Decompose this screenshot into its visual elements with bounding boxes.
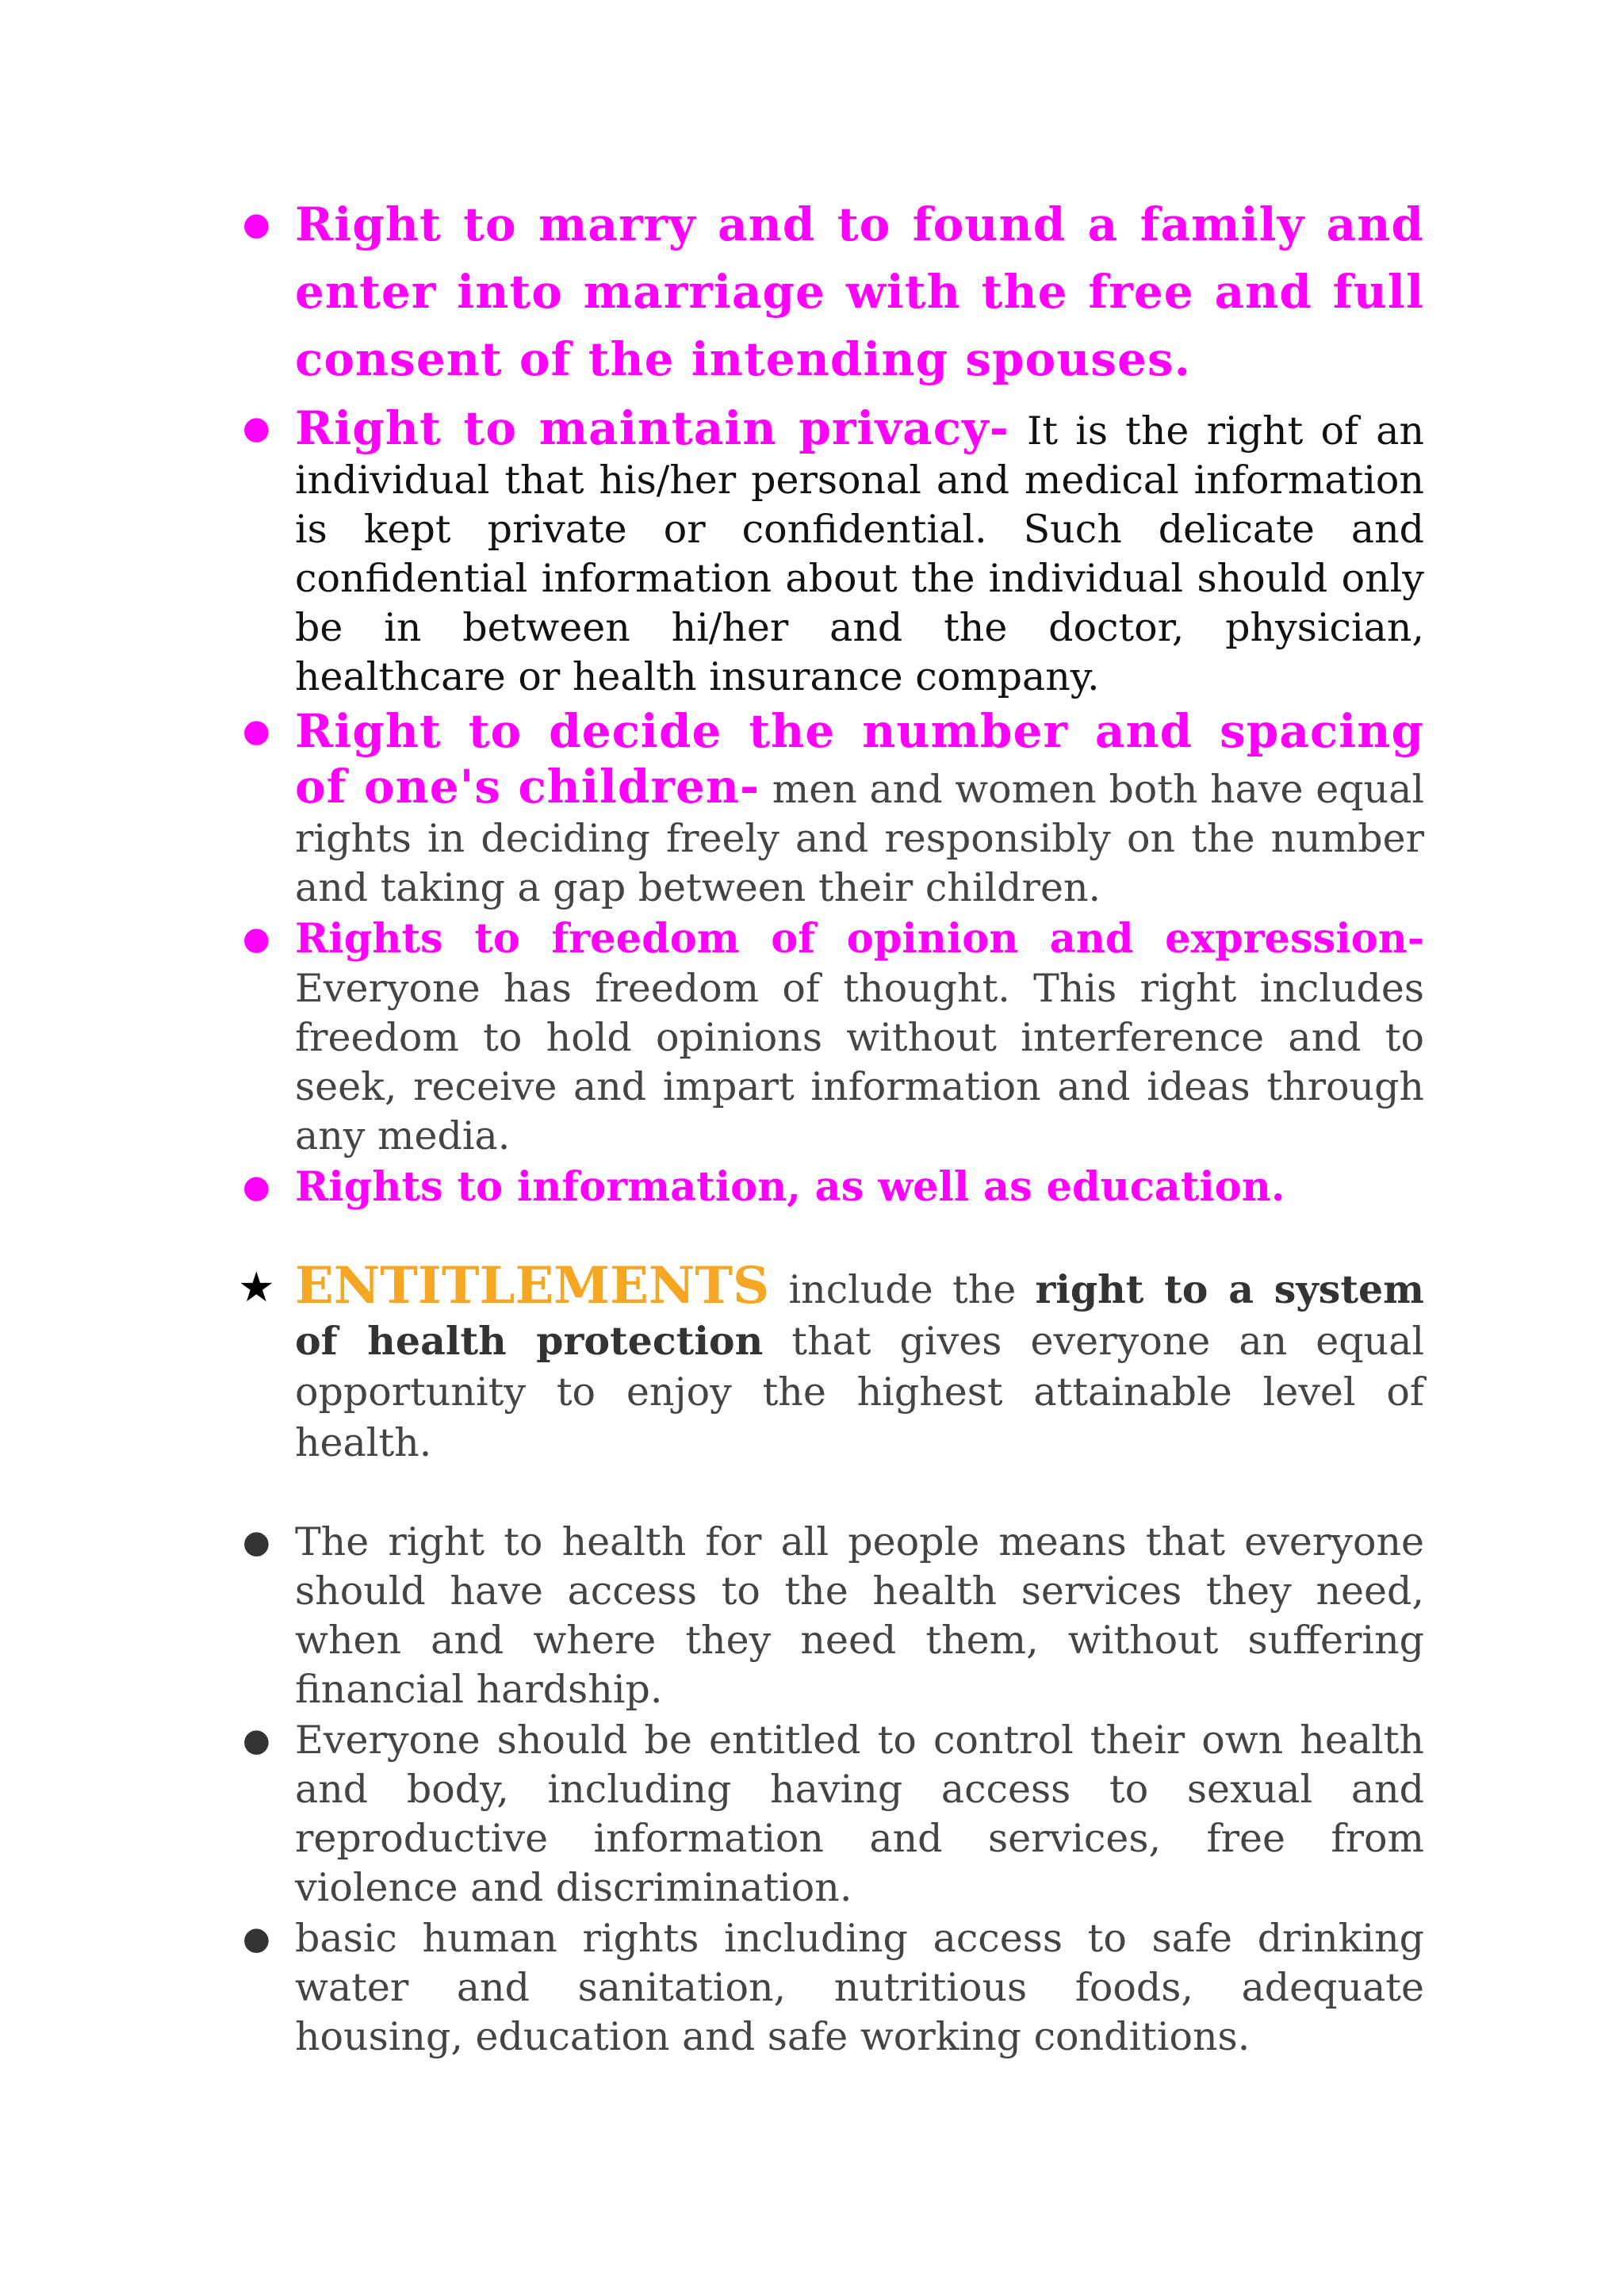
right-lead: Right to decide the number and spacing of one's children- xyxy=(295,704,1424,814)
right-lead: Rights to freedom of opinion and expression- xyxy=(295,915,1424,963)
rights-list xyxy=(238,197,1424,1212)
entitlements-paragraph xyxy=(238,1256,1424,1469)
right-body: men and women both have equal rights in deciding freely and responsibly on the number and taking a gap between their children. xyxy=(295,767,1425,910)
right-body: Everyone has freedom of thought. This right includes freedom to hold opinions without interference and to seek, receive and impart information and ideas through any media. xyxy=(295,966,1424,1158)
entitlement-point xyxy=(238,1518,1424,1714)
right-lead: Right to marry and to found a family and enter into marriage with the free and full consent of the intending spouses. xyxy=(295,197,1424,386)
bullet-dot-icon: ● xyxy=(243,1921,270,1957)
entitlement-point-text: Everyone should be entitled to control their own health and body, including having access to sexual and reproductive information and services, free from violence and discrimination. xyxy=(295,1718,1424,1910)
entitlement-points-list xyxy=(238,1518,1424,2062)
right-lead: Right to maintain privacy- xyxy=(295,401,1009,455)
entitlements-text: include the xyxy=(769,1267,1036,1312)
right-lead: Rights to information, as well as education. xyxy=(295,1163,1285,1211)
entitlements-title: ENTITLEMENTS xyxy=(295,1256,770,1316)
entitlement-point-text: The right to health for all people means that everyone should have access to the health services they need, when and where they need them, without suffering financial hardship. xyxy=(295,1519,1424,1712)
bullet-dot-icon: ● xyxy=(243,1169,270,1205)
entitlement-point xyxy=(238,1716,1424,1913)
star-icon: ★ xyxy=(238,1264,275,1312)
right-item-marry xyxy=(238,197,1424,399)
right-item-children xyxy=(238,703,1424,913)
bullet-dot-icon: ● xyxy=(243,1722,270,1759)
bullet-dot-icon: ● xyxy=(243,410,270,446)
document-page xyxy=(238,197,1424,2063)
entitlements-text: that gives everyone an equal opportunity to enjoy the highest attainable level of health. xyxy=(295,1319,1424,1465)
right-item-opinion xyxy=(238,914,1424,1161)
entitlement-point xyxy=(238,1914,1424,2062)
right-body: It is the right of an individual that his/her personal and medical information is kept private or confidential. Such delicate and confidential information about the individual should only be in between hi/her and the doctor, physician, healthcare or health insurance company. xyxy=(295,408,1425,699)
bullet-dot-icon: ● xyxy=(243,713,270,749)
entitlements-bold: right to a system of health protection xyxy=(295,1266,1424,1364)
right-item-privacy xyxy=(238,400,1424,702)
bullet-dot-icon: ● xyxy=(243,921,270,957)
right-item-information xyxy=(238,1162,1424,1212)
entitlement-point-text: basic human rights including access to safe drinking water and sanitation, nutritious foods, adequate housing, education and safe working conditions. xyxy=(295,1916,1424,2059)
bullet-dot-icon: ● xyxy=(243,206,270,243)
bullet-dot-icon: ● xyxy=(243,1524,270,1561)
